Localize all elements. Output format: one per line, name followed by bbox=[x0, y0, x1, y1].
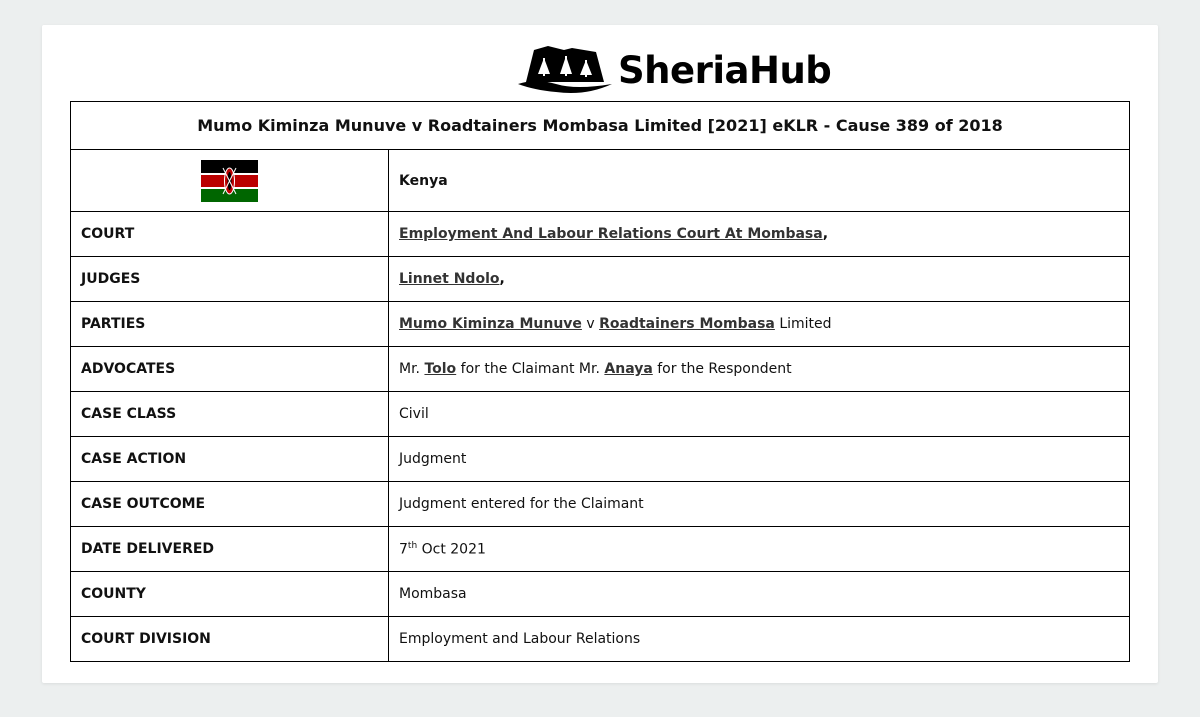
case-title-row bbox=[71, 102, 1130, 150]
date-ordinal: th bbox=[407, 540, 418, 551]
case-outcome-value: Judgment entered for the Claimant bbox=[389, 482, 1130, 527]
court-division-row bbox=[71, 617, 1130, 662]
date-delivered-row bbox=[71, 527, 1130, 572]
court-link[interactable]: Employment And Labour Relations Court At Mombasa bbox=[399, 226, 823, 242]
judges-value bbox=[389, 257, 1130, 302]
county-row bbox=[71, 572, 1130, 617]
case-class-label: CASE CLASS bbox=[71, 392, 389, 437]
country-row bbox=[71, 150, 1130, 212]
advocate-claimant-role: for the Claimant Mr. bbox=[460, 361, 600, 377]
case-action-row bbox=[71, 437, 1130, 482]
court-value bbox=[389, 212, 1130, 257]
advocate-claimant-link[interactable]: Tolo bbox=[424, 361, 457, 377]
case-action-value: Judgment bbox=[389, 437, 1130, 482]
court-row bbox=[71, 212, 1130, 257]
parties-value bbox=[389, 302, 1130, 347]
country-name: Kenya bbox=[389, 150, 1130, 212]
date-day: 7 bbox=[399, 541, 408, 558]
judges-row bbox=[71, 257, 1130, 302]
scales-boat-icon bbox=[516, 44, 614, 94]
county-value: Mombasa bbox=[389, 572, 1130, 617]
advocates-value bbox=[389, 347, 1130, 392]
parties-separator: v bbox=[586, 316, 595, 332]
court-division-value: Employment and Labour Relations bbox=[389, 617, 1130, 662]
party-claimant-link[interactable]: Mumo Kiminza Munuve bbox=[399, 316, 582, 332]
advocate-respondent-link[interactable]: Anaya bbox=[604, 361, 653, 377]
court-suffix: , bbox=[822, 226, 829, 242]
advocates-label: ADVOCATES bbox=[71, 347, 389, 392]
case-class-row bbox=[71, 392, 1130, 437]
kenya-flag-icon bbox=[201, 160, 258, 202]
party-respondent-suffix: Limited bbox=[779, 316, 832, 332]
parties-label: PARTIES bbox=[71, 302, 389, 347]
judges-label: JUDGES bbox=[71, 257, 389, 302]
case-outcome-label: CASE OUTCOME bbox=[71, 482, 389, 527]
judges-suffix: , bbox=[499, 271, 505, 287]
case-title: Mumo Kiminza Munuve v Roadtainers Mombasa Limited [2021] eKLR - Cause 389 of 2018 bbox=[71, 102, 1130, 150]
case-details-table bbox=[70, 101, 1130, 662]
advocate-respondent-role: for the Respondent bbox=[657, 361, 792, 377]
advocates-row bbox=[71, 347, 1130, 392]
county-label: COUNTY bbox=[71, 572, 389, 617]
court-label: COURT bbox=[71, 212, 389, 257]
flag-cell bbox=[71, 150, 389, 212]
court-division-label: COURT DIVISION bbox=[71, 617, 389, 662]
party-respondent-link[interactable]: Roadtainers Mombasa bbox=[599, 316, 775, 332]
brand-name: SheriaHub bbox=[618, 48, 832, 92]
date-delivered-value bbox=[389, 527, 1130, 572]
date-delivered-label: DATE DELIVERED bbox=[71, 527, 389, 572]
case-outcome-row bbox=[71, 482, 1130, 527]
sheriahub-logo[interactable] bbox=[516, 44, 831, 94]
case-action-label: CASE ACTION bbox=[71, 437, 389, 482]
date-rest: Oct 2021 bbox=[421, 541, 486, 558]
judge-link[interactable]: Linnet Ndolo bbox=[399, 271, 500, 287]
advocate-prefix: Mr. bbox=[399, 361, 420, 377]
parties-row bbox=[71, 302, 1130, 347]
case-class-value: Civil bbox=[389, 392, 1130, 437]
